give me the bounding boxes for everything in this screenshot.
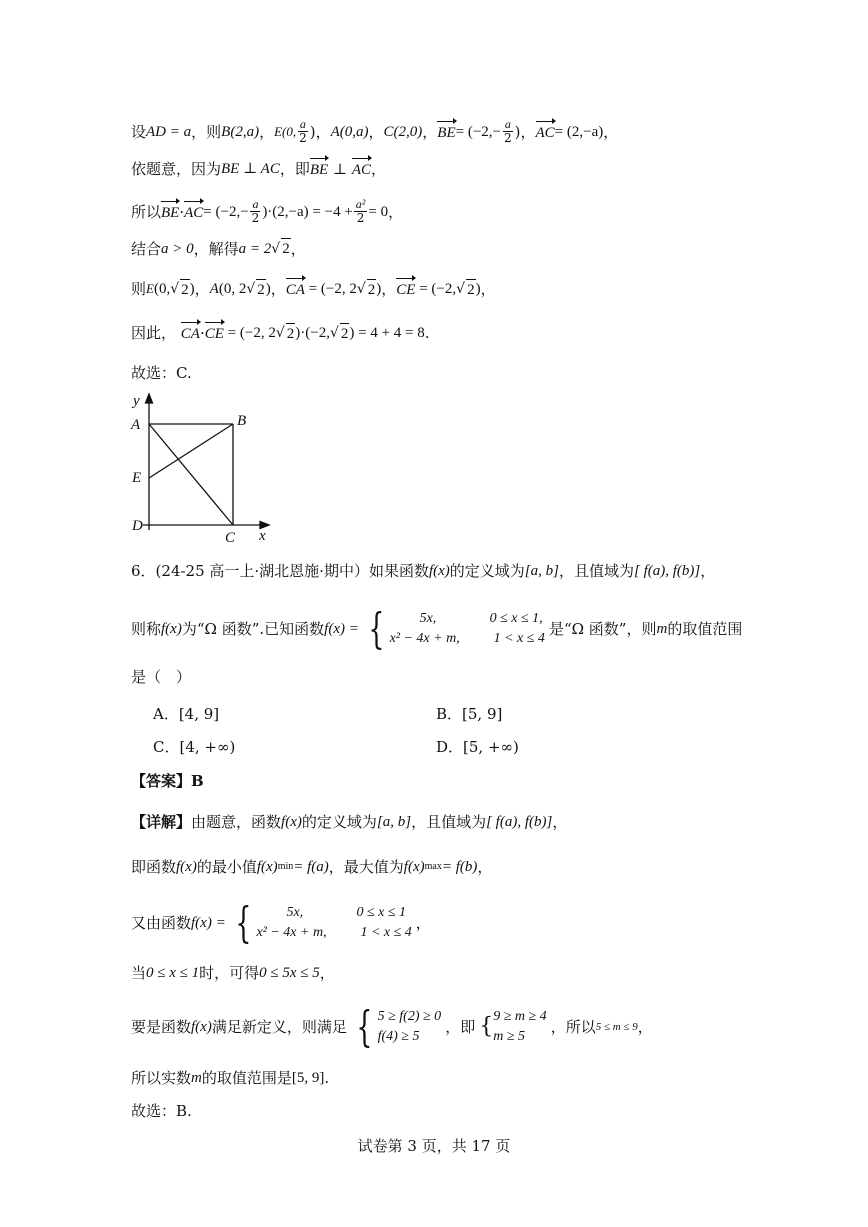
math-ad: AD = a — [146, 123, 192, 140]
answer-q6: 故选：B. — [131, 1102, 192, 1120]
option-c[interactable]: C．[4, +∞) — [153, 738, 236, 756]
math: a = 2 — [238, 240, 272, 257]
math: a > 0 — [161, 240, 194, 257]
text: 当 — [131, 964, 147, 982]
detail-line-2: 即函数 f(x) 的最小值 f(x) min = f(a) ，最大值为 f(x) max = f(b) ， — [131, 858, 493, 876]
label-b: B — [237, 413, 247, 429]
math-m: m — [191, 1070, 202, 1086]
math: )·(2,−a) = −4 + — [262, 203, 353, 220]
piece-expr: 5x, — [286, 905, 304, 920]
denominator: 2 — [504, 131, 512, 145]
option-b[interactable]: B．[5, 9] — [436, 705, 503, 723]
text: 的定义域为 — [449, 562, 525, 580]
solution-line-6: 因此， CA · CE = (−2, 2 √ 2 )·(−2, √ 2 ) = 4 + 4 = 8 . — [131, 324, 430, 342]
piece-expr: 5x, — [419, 611, 437, 626]
math: = 0 — [368, 203, 389, 220]
text: 设 — [131, 122, 147, 141]
math-fx-max: f(x) — [403, 859, 425, 875]
solution-line-2: 依题意，因为 BE ⊥ AC ，即 BE ⊥ AC ， — [131, 160, 387, 178]
vector-ac: AC — [536, 121, 555, 143]
math-fx: f(x) — [161, 621, 182, 637]
denominator: 2 — [356, 211, 365, 225]
math-range: [ f(a), f(b)] — [634, 563, 701, 579]
math-point-a: A(0,a) — [330, 123, 369, 140]
text: 则 — [131, 280, 147, 298]
solution-line-3: 所以 BE · AC = (−2,− $\frac{a}{2}$ )·(2,−a) = −4 + $\frac{\text{a²}}{2}$ = 0 ， — [131, 197, 404, 225]
math: [5, 9] — [291, 1070, 325, 1086]
text: ，即 — [279, 160, 310, 178]
solution-line-1: 设 AD = a ，则 B(2,a) ， E(0, $\frac{a}{2}$ )， A(0,a) ， C(2,0) ， BE = (−2,− $\frac{a}{2}$ )， AC = (2,−a) ， — [131, 117, 619, 145]
math: = (2,−a) — [554, 123, 604, 140]
numerator: a — [252, 197, 259, 211]
text: 因此， — [131, 324, 177, 342]
piece-cond: 1 < x ≤ 4 — [493, 631, 545, 646]
fraction — [250, 198, 262, 225]
label-e: E — [132, 470, 142, 486]
text: 的取值范围是 — [201, 1069, 292, 1087]
text: 所以 — [131, 202, 162, 221]
text: 即函数 — [131, 858, 177, 876]
math-fx: f(x) — [176, 859, 197, 875]
solution-line-4: 结合 a > 0 ，解得 a = 2 √ 2 ， — [131, 239, 306, 258]
math: f(x) = — [191, 915, 226, 931]
math-domain: [a, b] — [524, 563, 559, 579]
text: 由题意，函数 — [191, 813, 282, 831]
math: = f(a) — [293, 859, 329, 875]
piecewise-function: { 5x, 0 ≤ x ≤ 1, x² − 4x + m, 1 < x ≤ 4 — [368, 604, 545, 653]
answer-q5: 故选：C. — [131, 364, 192, 382]
label-x: x — [259, 528, 266, 544]
math-fx: f(x) — [281, 814, 302, 830]
piece-expr: x² − 4x + m, — [256, 925, 327, 940]
text: 要是函数 — [131, 1018, 192, 1036]
math-fx: f(x) — [191, 1019, 212, 1035]
vector-ac: AC — [352, 158, 371, 180]
text: 的取值范围 — [667, 620, 743, 638]
label-y: y — [133, 393, 140, 409]
text: 为“Ω 函数”.已知函数 — [181, 620, 325, 638]
piece-cond: 1 < x ≤ 4 — [360, 925, 412, 940]
numerator: a² — [355, 197, 366, 211]
text: 时，可得 — [199, 964, 260, 982]
text: 满足新定义，则满足 — [211, 1018, 347, 1036]
fraction — [502, 118, 514, 145]
label-d: D — [132, 518, 143, 534]
vector-ce: CE — [205, 322, 224, 344]
denominator: 2 — [251, 211, 260, 225]
system-row: 5 ≥ f(2) ≥ 0 — [377, 1009, 442, 1024]
math-range: [ f(a), f(b)] — [486, 814, 553, 830]
math: 0 ≤ x ≤ 1 — [146, 965, 200, 981]
math-fx-min: f(x) — [256, 859, 278, 875]
detail-line-6: 所以实数 m 的取值范围是 [5, 9] . — [131, 1069, 330, 1087]
text: 所以实数 — [131, 1069, 192, 1087]
piece-expr: x² − 4x + m, — [389, 631, 460, 646]
text: ，所以 — [550, 1018, 596, 1036]
system-2: { 9 ≥ m ≥ 4 m ≥ 5 — [479, 1007, 546, 1047]
detail-line-5: 要是函数 f(x) 满足新定义，则满足 { 5 ≥ f(2) ≥ 0 f(4) ≥ 5 ，即 { 9 ≥ m ≥ 4 m ≥ 5 ，所以 5 ≤ m ≤ 9 ， — [131, 1002, 653, 1051]
segment-eb — [149, 424, 233, 478]
option-d[interactable]: D．[5, +∞) — [436, 738, 519, 756]
text: ，最大值为 — [328, 858, 404, 876]
segment-ac — [149, 424, 233, 525]
math-point-c: C(2,0) — [383, 123, 423, 140]
math-point-e: E(0, — [274, 123, 297, 139]
label-a: A — [131, 417, 141, 433]
math: 0 ≤ 5x ≤ 5 — [259, 965, 320, 981]
solution-line-5: 则 E (0, √ 2 ) ， A (0, 2 √ 2 ) ， CA = (−2, 2 √ 2 ) ， CE = (−2, √ 2 ) ， — [131, 280, 496, 298]
y-axis-arrow — [146, 394, 153, 403]
math: = (−2,− — [455, 123, 501, 140]
text: ，解得 — [193, 239, 239, 258]
denominator: 2 — [299, 131, 307, 145]
text: ，且值域为 — [558, 562, 634, 580]
text: ，则 — [191, 122, 222, 141]
subscript-min: min — [277, 861, 294, 872]
text: ，即 — [445, 1018, 476, 1036]
geometry-figure — [128, 392, 278, 544]
page-footer: 试卷第 3 页，共 17 页 — [357, 1137, 511, 1155]
numerator: a — [299, 117, 306, 131]
vector-be: BE — [161, 201, 179, 223]
vector-be: BE — [310, 158, 328, 180]
vector-ca: CA — [181, 322, 200, 344]
math: = (−2,− — [203, 203, 249, 220]
q6-line-1: 6．(24-25 高一上·湖北恩施·期中）如果函数 f(x) 的定义域为 [a, b] ，且值域为 [ f(a), f(b)] ， — [131, 562, 716, 580]
math-point-b: B(2,a) — [221, 123, 260, 140]
system-1: { 5 ≥ f(2) ≥ 0 f(4) ≥ 5 — [356, 1002, 442, 1051]
vector-be: BE — [437, 121, 455, 143]
text: 是“Ω 函数”，则 — [548, 620, 657, 638]
text: 结合 — [131, 239, 162, 258]
text: 的最小值 — [196, 858, 257, 876]
detail-label: 【详解】 — [131, 813, 192, 831]
system-row: 9 ≥ m ≥ 4 — [493, 1009, 547, 1024]
math: BE ⊥ AC — [221, 161, 280, 177]
math-m: m — [656, 621, 668, 637]
question-text: 6．(24-25 高一上·湖北恩施·期中）如果函数 — [131, 562, 429, 580]
vector-ce: CE — [396, 278, 415, 300]
math: = f(b) — [441, 859, 478, 875]
text: ，且值域为 — [411, 813, 487, 831]
answer-label: 【答案】B — [131, 772, 204, 790]
vector-ca: CA — [286, 278, 305, 300]
system-row: f(4) ≥ 5 — [377, 1029, 420, 1044]
fraction — [297, 118, 309, 145]
math-fx: f(x) — [428, 563, 450, 579]
text: 的定义域为 — [301, 813, 377, 831]
fraction — [354, 198, 368, 225]
text: 依题意，因为 — [131, 160, 222, 178]
numerator: a — [504, 117, 511, 131]
detail-line-1: 【详解】 由题意，函数 f(x) 的定义域为 [a, b] ，且值域为 [ f(a), f(b)] ， — [131, 813, 568, 831]
math: = 4 + 4 = 8 — [358, 325, 425, 341]
subscript-max: max — [424, 861, 442, 872]
text: 又由函数 — [131, 914, 192, 932]
piecewise-function: { 5x, 0 ≤ x ≤ 1 x² − 4x + m, 1 < x ≤ 4 — [235, 898, 412, 947]
system-row: m ≥ 5 — [493, 1029, 525, 1044]
vector-ac: AC — [184, 201, 203, 223]
q6-line-2: 则称 f(x) 为“Ω 函数”.已知函数 f(x) = { 5x, 0 ≤ x ≤ 1, x² − 4x + m, 1 < x ≤ 4 是“Ω 函数”，则 m 的取值范围 — [131, 604, 743, 653]
detail-line-3: 又由函数 f(x) = { 5x, 0 ≤ x ≤ 1 x² − 4x + m, 1 < x ≤ 4 ， — [131, 898, 431, 947]
label-c: C — [225, 530, 236, 544]
detail-line-4: 当 0 ≤ x ≤ 1 时，可得 0 ≤ 5x ≤ 5 ， — [131, 964, 335, 982]
math-domain: [a, b] — [376, 814, 412, 830]
option-a[interactable]: A．[4, 9] — [153, 705, 220, 723]
q6-line-3: 是（ ） — [131, 668, 192, 686]
text: 则称 — [131, 620, 162, 638]
piece-cond: 0 ≤ x ≤ 1, — [489, 611, 543, 626]
math: 5 ≤ m ≤ 9 — [595, 1021, 638, 1033]
